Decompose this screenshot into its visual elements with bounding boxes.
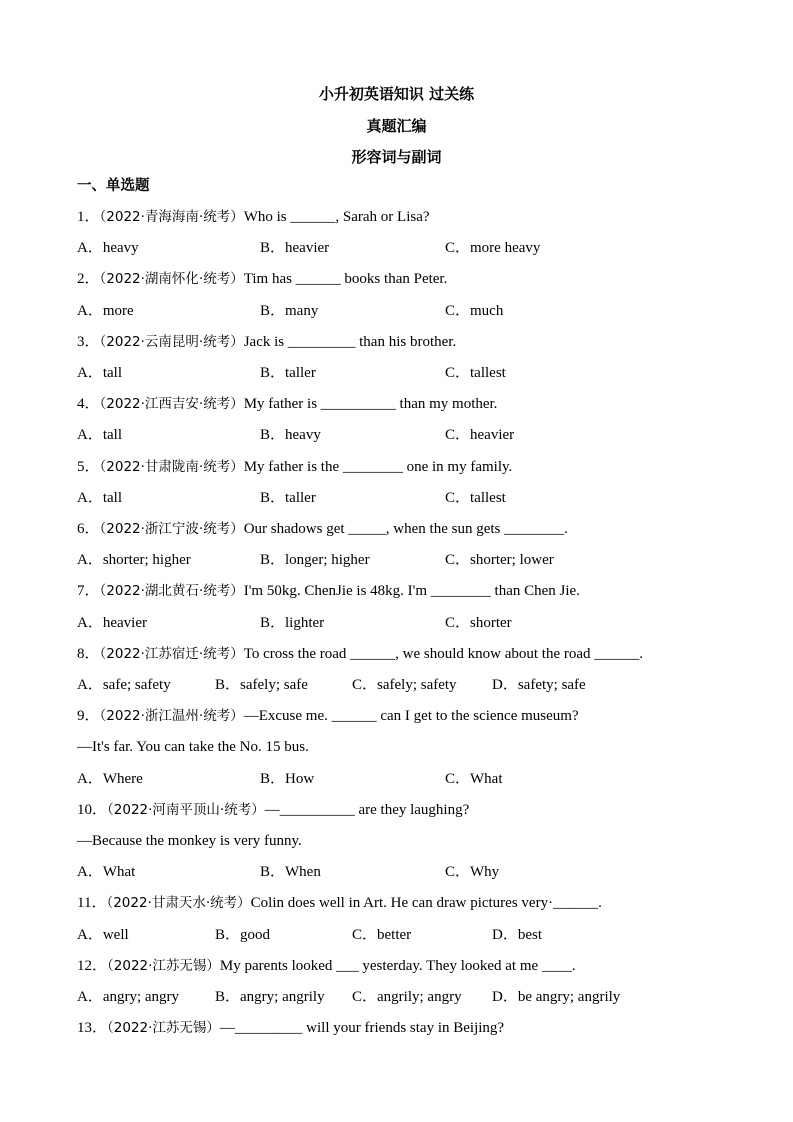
question-source: （2022·江苏无锡） <box>107 957 220 974</box>
question-text: —_________ will your friends stay in Beijing? <box>219 1020 505 1037</box>
question-stem <box>77 1018 504 1038</box>
question-source: （2022·甘肃天水·统考） <box>106 895 251 912</box>
question-text: My parents looked ___ yesterday. They looked at me ____. <box>219 957 576 974</box>
question-text: Tim has ______ books than Peter. <box>243 271 448 288</box>
question-text: My father is __________ than my mother. <box>243 396 498 413</box>
answer-option[interactable]: A．shorter; higher <box>77 552 191 569</box>
question-stem <box>77 893 602 913</box>
answer-option[interactable]: B．good <box>215 926 271 943</box>
question-stem <box>77 644 643 664</box>
question-source: （2022·河南平顶山·统考） <box>107 801 265 818</box>
answer-option[interactable]: B．heavier <box>260 240 330 257</box>
answer-option[interactable]: D．best <box>492 926 542 943</box>
question-number: 11． <box>77 895 107 912</box>
question-text: I'm 50kg. ChenJie is 48kg. I'm ________ than Chen Jie. <box>243 583 580 600</box>
question-source: （2022·浙江宁波·统考） <box>99 521 244 537</box>
question-text: Colin does well in Art. He can draw pictures very·______. <box>250 895 602 912</box>
question-text: To cross the road ______, we should know about the road ______. <box>243 645 644 662</box>
question-stem <box>77 800 469 820</box>
page-title: 小升初英语知识 过关练 <box>318 85 475 103</box>
answer-option[interactable]: A．safe; safety <box>77 677 171 693</box>
question-stem <box>77 394 497 414</box>
question-stem <box>77 332 456 352</box>
answer-option[interactable]: C．more heavy <box>445 240 541 257</box>
question-source: （2022·云南昆明·统考） <box>99 333 244 350</box>
question-number: 3． <box>77 333 100 350</box>
answer-option[interactable]: C．angrily; angry <box>352 989 462 1005</box>
answer-option[interactable]: A．heavy <box>77 240 139 257</box>
answer-option[interactable]: C．safely; safety <box>352 677 457 693</box>
question-source: （2022·湖北黄石·统考） <box>99 583 244 600</box>
question-text: Jack is _________ than his brother. <box>243 333 457 350</box>
question-number: 13． <box>77 1020 108 1037</box>
question-source: （2022·浙江温州·统考） <box>99 708 244 725</box>
answer-option[interactable]: A．angry; angry <box>77 989 180 1005</box>
question-stem <box>77 269 447 289</box>
question-source: （2022·江苏宿迁·统考） <box>99 645 244 662</box>
answer-option[interactable]: C．better <box>352 926 412 943</box>
question-source: （2022·江西吉安·统考） <box>99 396 244 413</box>
answer-option[interactable]: C．What <box>445 770 503 787</box>
answer-option[interactable]: C．shorter <box>445 614 512 631</box>
question-text: —__________ are they laughing? <box>264 801 470 818</box>
answer-option[interactable]: C．heavier <box>445 427 515 444</box>
answer-option[interactable]: D．be angry; angrily <box>492 989 621 1005</box>
answer-option[interactable]: A．heavier <box>77 614 147 631</box>
answer-option[interactable]: A．more <box>77 302 134 319</box>
answer-option[interactable]: C．Why <box>445 864 500 881</box>
answer-option[interactable]: B．When <box>260 864 321 881</box>
question-text: Who is ______, Sarah or Lisa? <box>243 209 430 225</box>
answer-option[interactable]: B．angry; angrily <box>215 989 325 1005</box>
question-number: 8． <box>77 645 100 662</box>
question-stem <box>77 457 512 477</box>
question-stem <box>77 519 568 539</box>
question-number: 6． <box>77 521 100 537</box>
question-source: （2022·湖南怀化·统考） <box>99 271 244 288</box>
question-source: （2022·甘肃陇南·统考） <box>99 458 244 475</box>
question-number: 2． <box>77 271 100 288</box>
answer-option[interactable]: B．How <box>260 770 315 787</box>
question-text: My father is the ________ one in my family. <box>243 458 513 475</box>
question-number: 4． <box>77 396 100 413</box>
answer-option[interactable]: B．heavy <box>260 427 321 444</box>
question-stem <box>77 581 580 601</box>
answer-option[interactable]: A．Where <box>77 770 143 787</box>
answer-option[interactable]: A．What <box>77 864 136 881</box>
answer-option[interactable]: C．shorter; lower <box>445 552 554 569</box>
answer-option[interactable]: C．tallest <box>445 365 506 381</box>
question-dialogue-line: —Because the monkey is very funny. <box>77 833 302 849</box>
question-text: Our shadows get _____, when the sun gets ________. <box>243 521 568 537</box>
question-number: 9． <box>77 708 100 725</box>
answer-option[interactable]: A．tall <box>77 427 122 444</box>
question-number: 5． <box>77 458 100 475</box>
question-number: 1． <box>77 209 100 225</box>
page-subtitle: 真题汇编 <box>366 117 427 135</box>
answer-option[interactable]: C．tallest <box>445 489 506 506</box>
question-source: （2022·青海海南·统考） <box>99 209 244 225</box>
section-heading: 一、单选题 <box>77 178 150 194</box>
answer-option[interactable]: B．safely; safe <box>215 677 308 693</box>
answer-option[interactable]: B．lighter <box>260 614 325 631</box>
answer-option[interactable]: D．safety; safe <box>492 677 586 693</box>
question-number: 12． <box>77 957 108 974</box>
answer-option[interactable]: C．much <box>445 302 504 319</box>
answer-option[interactable]: B．many <box>260 302 319 319</box>
question-stem <box>77 207 430 227</box>
question-number: 10． <box>77 801 108 818</box>
topic-title: 形容词与副词 <box>351 148 442 166</box>
question-source: （2022·江苏无锡） <box>107 1020 220 1037</box>
question-dialogue-line: —It's far. You can take the No. 15 bus. <box>77 739 309 756</box>
answer-option[interactable]: B．taller <box>260 365 316 381</box>
question-stem <box>77 706 579 726</box>
question-number: 7． <box>77 583 100 600</box>
question-text: —Excuse me. ______ can I get to the science museum? <box>243 708 579 725</box>
answer-option[interactable]: A．well <box>77 926 129 943</box>
answer-option[interactable]: B．taller <box>260 489 316 506</box>
answer-option[interactable]: A．tall <box>77 489 122 506</box>
answer-option[interactable]: B．longer; higher <box>260 552 370 569</box>
question-stem <box>77 956 576 976</box>
answer-option[interactable]: A．tall <box>77 365 122 381</box>
